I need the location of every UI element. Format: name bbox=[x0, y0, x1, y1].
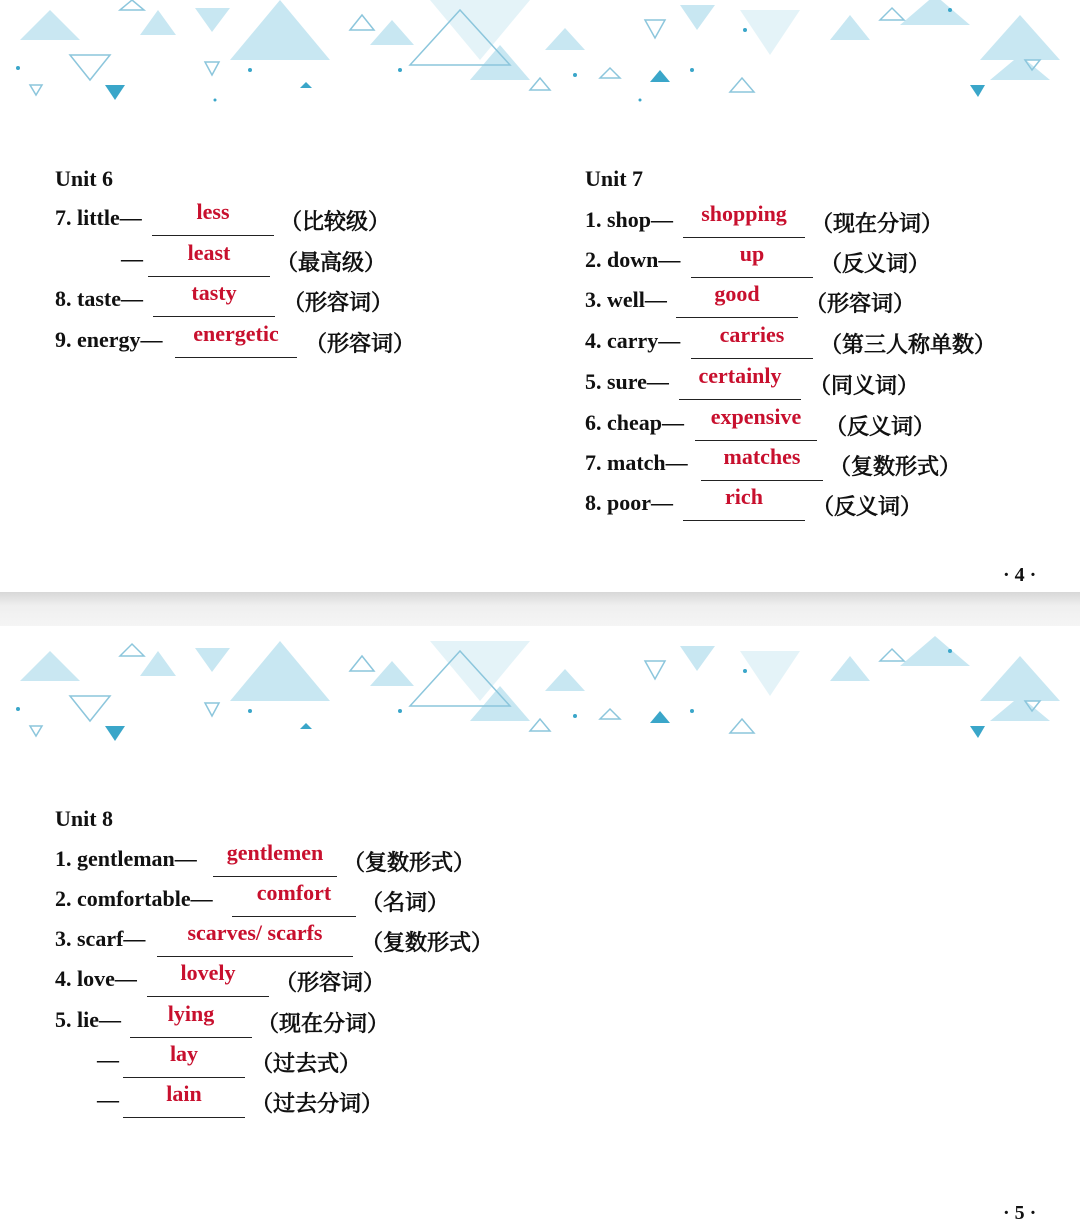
list-item bbox=[585, 444, 1065, 480]
unit-title: Unit 7 bbox=[585, 166, 644, 191]
grammar-note: （反义词） bbox=[820, 252, 931, 277]
item-number: 1. shop— bbox=[585, 207, 674, 232]
answer-blank bbox=[232, 880, 356, 917]
item-number: 8. poor— bbox=[585, 490, 673, 515]
answer-text: shopping bbox=[701, 201, 787, 226]
answer-blank bbox=[701, 444, 823, 481]
item-number: 4. carry— bbox=[585, 328, 681, 353]
answer-blank bbox=[153, 280, 275, 317]
answer-text: lain bbox=[166, 1081, 202, 1106]
grammar-note: （比较级） bbox=[280, 210, 391, 235]
item-number: — bbox=[97, 1087, 119, 1112]
answer-blank bbox=[676, 281, 798, 318]
list-item bbox=[55, 321, 535, 357]
answer-text: less bbox=[196, 199, 230, 224]
triangle-pattern-banner bbox=[0, 0, 1080, 130]
list-item bbox=[55, 240, 535, 276]
list-item bbox=[55, 199, 535, 235]
answer-blank bbox=[123, 1081, 245, 1118]
grammar-note: （复数形式） bbox=[343, 851, 476, 876]
page-number: · 4 · bbox=[1003, 564, 1037, 586]
answer-text: scarves/ scarfs bbox=[187, 920, 323, 945]
answer-blank bbox=[175, 321, 297, 358]
answer-blank bbox=[691, 241, 813, 278]
grammar-note: （形容词） bbox=[805, 292, 916, 317]
triangle-pattern-banner bbox=[0, 626, 1080, 756]
item-number: — bbox=[97, 1047, 119, 1072]
unit-title: Unit 8 bbox=[55, 806, 114, 831]
answer-blank bbox=[213, 840, 337, 877]
grammar-note: （同义词） bbox=[809, 374, 920, 399]
page-4 bbox=[0, 0, 1080, 592]
grammar-note: （形容词） bbox=[275, 971, 386, 996]
answer-text: lovely bbox=[180, 960, 236, 985]
item-number: 2. comfortable— bbox=[55, 886, 213, 911]
grammar-note: （形容词） bbox=[283, 291, 394, 316]
page-5 bbox=[0, 626, 1080, 1222]
list-item bbox=[585, 201, 1065, 237]
answer-blank bbox=[683, 484, 805, 521]
item-number: 2. down— bbox=[585, 247, 681, 272]
answer-text: tasty bbox=[191, 280, 237, 305]
answer-text: carries bbox=[719, 322, 785, 347]
item-number: 4. love— bbox=[55, 966, 137, 991]
list-item bbox=[585, 363, 1065, 399]
list-item bbox=[585, 241, 1065, 277]
grammar-note: （现在分词） bbox=[811, 212, 944, 237]
grammar-note: （过去式） bbox=[251, 1052, 362, 1077]
item-number: 9. energy— bbox=[55, 327, 163, 352]
answer-text: least bbox=[187, 240, 231, 265]
grammar-note: （形容词） bbox=[305, 332, 416, 357]
answer-blank bbox=[695, 404, 817, 441]
item-number: 7. match— bbox=[585, 450, 688, 475]
item-number: 1. gentleman— bbox=[55, 846, 197, 871]
item-number: 5. sure— bbox=[585, 369, 669, 394]
list-item bbox=[585, 322, 1065, 358]
answer-text: up bbox=[739, 241, 765, 266]
page-separator bbox=[0, 592, 1080, 626]
answer-text: gentlemen bbox=[226, 840, 324, 865]
item-number: 3. scarf— bbox=[55, 926, 146, 951]
answer-text: rich bbox=[725, 484, 763, 509]
list-item bbox=[55, 1081, 555, 1117]
unit-title: Unit 6 bbox=[55, 166, 114, 191]
answer-text: energetic bbox=[193, 321, 279, 346]
item-number: 5. lie— bbox=[55, 1007, 121, 1032]
answer-text: comfort bbox=[256, 880, 332, 905]
list-item bbox=[55, 1001, 555, 1037]
grammar-note: （反义词） bbox=[825, 415, 936, 440]
grammar-note: （现在分词） bbox=[257, 1012, 390, 1037]
list-item bbox=[55, 920, 555, 956]
answer-blank bbox=[123, 1041, 245, 1078]
grammar-note: （反义词） bbox=[812, 495, 923, 520]
answer-blank bbox=[691, 322, 813, 359]
page-number: · 5 · bbox=[1003, 1202, 1037, 1222]
answer-text: certainly bbox=[698, 363, 782, 388]
answer-blank bbox=[157, 920, 353, 957]
grammar-note: （过去分词） bbox=[251, 1092, 384, 1117]
list-item bbox=[585, 281, 1065, 317]
grammar-note: （名词） bbox=[361, 891, 450, 916]
item-number: 7. little— bbox=[55, 205, 142, 230]
item-number: 6. cheap— bbox=[585, 410, 684, 435]
answer-text: lying bbox=[167, 1001, 215, 1026]
list-item bbox=[55, 960, 555, 996]
answer-blank bbox=[148, 240, 270, 277]
list-item bbox=[55, 840, 555, 876]
item-number: — bbox=[121, 246, 143, 271]
list-item bbox=[55, 1041, 555, 1077]
item-number: 3. well— bbox=[585, 287, 667, 312]
item-number: 8. taste— bbox=[55, 286, 143, 311]
answer-blank bbox=[147, 960, 269, 997]
answer-text: matches bbox=[723, 444, 801, 469]
answer-text: lay bbox=[169, 1041, 199, 1066]
grammar-note: （最高级） bbox=[276, 251, 387, 276]
answer-blank bbox=[683, 201, 805, 238]
grammar-note: （复数形式） bbox=[361, 931, 494, 956]
answer-blank bbox=[679, 363, 801, 400]
answer-blank bbox=[152, 199, 274, 236]
answer-text: good bbox=[714, 281, 760, 306]
list-item bbox=[585, 404, 1065, 440]
answer-blank bbox=[130, 1001, 252, 1038]
grammar-note: （第三人称单数） bbox=[820, 333, 997, 358]
list-item bbox=[55, 880, 555, 916]
grammar-note: （复数形式） bbox=[829, 455, 962, 480]
list-item bbox=[55, 280, 535, 316]
answer-text: expensive bbox=[710, 404, 802, 429]
list-item bbox=[585, 484, 1065, 520]
